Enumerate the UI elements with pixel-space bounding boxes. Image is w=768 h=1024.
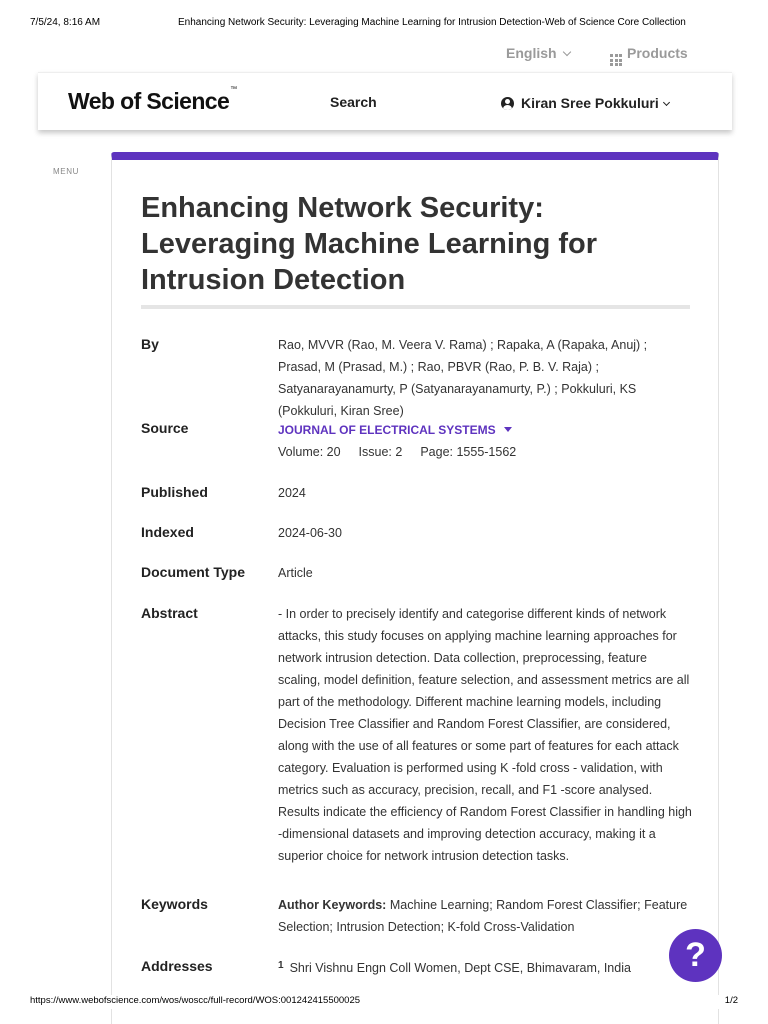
document-type-label: Document Type (141, 564, 245, 580)
address-text: Shri Vishnu Engn Coll Women, Dept CSE, Bhimavaram, India (289, 961, 631, 975)
print-datetime: 7/5/24, 8:16 AM (30, 17, 101, 28)
caret-down-icon (504, 427, 512, 432)
address-number: 1 (278, 960, 284, 971)
indexed-label: Indexed (141, 524, 194, 540)
user-account-icon (501, 97, 514, 110)
issue: Issue: 2 (358, 445, 403, 459)
abstract-label: Abstract (141, 605, 198, 621)
published-label: Published (141, 484, 208, 500)
full-record-card (111, 152, 719, 1024)
keywords-value (278, 894, 692, 938)
addresses-label: Addresses (141, 958, 213, 974)
source-label: Source (141, 420, 189, 436)
journal-link[interactable] (278, 419, 692, 441)
author-keywords: Machine Learning; Random Forest Classifier; Feature Selection; Intrusion Detection; K-fold Cross-Validation (278, 898, 688, 934)
products-menu[interactable] (610, 45, 688, 66)
user-menu[interactable] (501, 95, 669, 111)
apps-grid-icon (610, 54, 622, 66)
author-keywords-label: Author Keywords: (278, 898, 387, 912)
help-button[interactable]: ? (669, 929, 722, 982)
record-title: Enhancing Network Security: Leveraging Machine Learning for Intrusion Detection (141, 192, 598, 296)
volume: Volume: 20 (278, 445, 341, 459)
trademark-symbol: ™ (230, 86, 237, 94)
chevron-down-icon (562, 48, 570, 56)
document-type-value: Article (278, 566, 313, 580)
products-label: Products (627, 45, 688, 61)
print-page-number: 1/2 (724, 995, 738, 1006)
indexed-value: 2024-06-30 (278, 526, 342, 540)
authors-value: Rao, MVVR (Rao, M. Veera V. Rama) ; Rapaka, A (Rapaka, Anuj) ; Prasad, M (Prasad, M.) ; Rao, PBVR (Rao, P. B. V. Raja) ; Satyanarayanamurty, P (Satyanarayanamurty, P.) ; Pokkuluri, KS (Pokkuluri, Kiran Sree) (278, 338, 648, 418)
chevron-down-icon (663, 99, 670, 106)
site-header (38, 72, 732, 130)
user-name: Kiran Sree Pokkuluri (521, 95, 659, 111)
language-selector[interactable] (506, 45, 570, 61)
utility-bar (0, 45, 768, 65)
keywords-label: Keywords (141, 896, 208, 912)
abstract-value: - In order to precisely identify and categorise different kinds of network attacks, this study focuses on applying machine learning approaches for network intrusion detection. Data collection, preprocessing, feature scaling, model definition, feature selection, and assessment metrics are all part of the methodology. Different machine learning models, including Decision Tree Classifier and Random Forest Classifier, are considered, along with the use of all features or some part of features for each attack category. Evaluation is performed using K -fold cross - validation, with metrics such as accuracy, precision, recall, and F1 -score analysed. Results indicate the efficiency of Random Forest Classifier in handling high -dimensional datasets and improving detection accuracy, making it a superior choice for network intrusion detection tasks. (278, 607, 692, 863)
title-divider (141, 305, 690, 309)
published-value: 2024 (278, 486, 306, 500)
menu-toggle[interactable]: MENU (53, 167, 79, 176)
source-value (278, 419, 692, 463)
by-label: By (141, 336, 159, 352)
source-meta (278, 441, 692, 463)
print-url: https://www.webofscience.com/wos/woscc/full-record/WOS:001242415500025 (30, 995, 361, 1006)
print-footer (30, 995, 738, 1009)
print-page-title: Enhancing Network Security: Leveraging Machine Learning for Intrusion Detection-Web of Science Core Collection (178, 17, 686, 28)
search-link[interactable]: Search (330, 94, 377, 110)
address-item (278, 955, 692, 979)
logo-text: Web of Science (68, 88, 230, 114)
pages: Page: 1555-1562 (420, 445, 517, 459)
journal-name: JOURNAL OF ELECTRICAL SYSTEMS (278, 423, 496, 437)
web-of-science-logo[interactable] (68, 88, 237, 115)
language-label: English (506, 45, 557, 61)
